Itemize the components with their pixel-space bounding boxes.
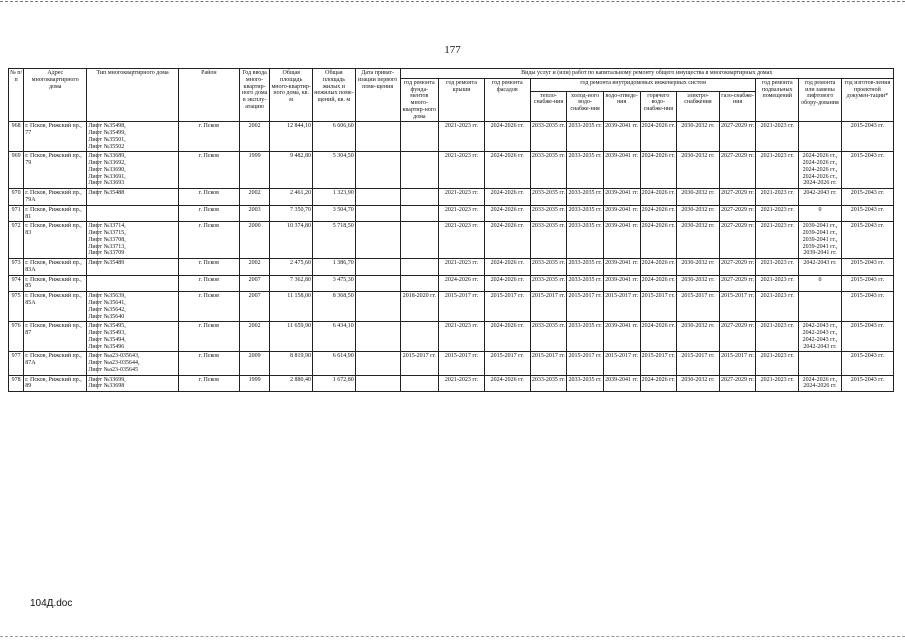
cell-facade: 2015-2017 гг. [484,352,530,375]
cell-total-area: 2 880,40 [270,375,313,392]
cell-electric: 2030-2032 гг. [677,322,720,352]
header-facade: год ремонта фасадов [484,78,530,122]
cell-num: 969 [9,152,24,189]
cell-num: 971 [9,205,24,222]
lift-id: Лифт №35495, [88,323,126,330]
cell-gas: 2015-2017 гг. [719,352,756,375]
cell-facade: 2024-2026 гг. [484,222,530,259]
cell-year-built: 2007 [239,292,270,322]
cell-facade: 2024-2026 гг. [484,189,530,206]
cell-foundation [400,375,439,392]
cell-roof: 2015-2017 гг. [439,292,485,322]
cell-basement: 2021-2023 гг. [756,292,799,322]
header-res-area: Общая площадь жилых и нежилых поме-щений, кв. м [313,69,356,122]
cell-roof: 2021-2023 гг. [439,222,485,259]
cell-cold-water: 2033-2035 гг. [567,259,604,276]
cell-sewer: 2039-2041 гг. [603,375,640,392]
cell-hot-water: 2024-2026 гг. [640,222,677,259]
cell-heat: 2015-2017 гг. [530,352,567,375]
cell-district: г. Псков [178,375,239,392]
cell-sewer: 2039-2041 гг. [603,275,640,292]
cell-num: 970 [9,189,24,206]
cell-hot-water: 2015-2017 гг. [640,352,677,375]
header-cold-water: холод-ного водо-снабже-ния [567,91,604,122]
cell-priv-date [355,189,400,206]
cell-docs: 2015-2043 гг. [841,205,893,222]
cell-heat: 2033-2035 гг. [530,152,567,189]
cell-basement: 2021-2023 гг. [756,189,799,206]
header-foundation: год ремонта фунда-ментов много-квартир-ного дома [400,78,439,122]
cell-foundation [400,322,439,352]
cell-electric: 2030-2032 гг. [677,189,720,206]
cell-facade: 2024-2026 гг. [484,205,530,222]
cell-num: 978 [9,375,24,392]
cell-gas: 2027-2029 гг. [719,322,756,352]
cell-roof: 2024-2026 гг. [439,275,485,292]
cell-priv-date [355,322,400,352]
cell-district: г. Псков [178,222,239,259]
cell-electric: 2030-2032 гг. [677,152,720,189]
table-row [9,205,894,222]
table-row [9,259,894,276]
cell-foundation [400,205,439,222]
cell-priv-date [355,259,400,276]
header-works-group: Виды услуг и (или) работ по капитальному ремонту общего имущества в многоквартирных домах [400,69,894,79]
cell-docs: 2015-2043 гг. [841,292,893,322]
cell-priv-date [355,352,400,375]
header-district: Район [178,69,239,122]
cell-gas: 2015-2017 гг. [719,292,756,322]
cell-num: 968 [9,122,24,152]
lift-id: Лифт №а23-035644, [88,360,140,367]
cell-facade: 2015-2017 гг. [484,292,530,322]
table-row [9,122,894,152]
cell-gas: 2027-2029 гг. [719,259,756,276]
cell-total-area: 11 659,90 [270,322,313,352]
cell-foundation: 2018-2020 гг. [400,292,439,322]
cell-facade: 2024-2026 гг. [484,122,530,152]
cell-foundation [400,122,439,152]
cell-lift: 2042-2043 гг. [799,189,842,206]
cell-res-area: 3 475,30 [313,275,356,292]
header-gas: газо-снабже-ния [719,91,756,122]
table-row [9,352,894,375]
cell-basement: 2021-2023 гг. [756,375,799,392]
cell-basement: 2021-2023 гг. [756,222,799,259]
bottom-dashed-edge [0,636,905,637]
cell-cold-water: 2033-2035 гг. [567,122,604,152]
cell-docs: 2015-2043 гг. [841,189,893,206]
lift-id: Лифт №35640 [88,313,125,320]
cell-res-area: 3 504,70 [313,205,356,222]
cell-lift [799,292,842,322]
cell-basement: 2021-2023 гг. [756,352,799,375]
cell-priv-date [355,375,400,392]
cell-roof: 2021-2023 гг. [439,122,485,152]
cell-total-area: 2 475,60 [270,259,313,276]
cell-electric: 2015-2017 гг. [677,352,720,375]
cell-heat: 2033-2035 гг. [530,222,567,259]
cell-year-built: 2002 [239,189,270,206]
cell-lift: 2039-2041 гг., 2039-2041 гг., 2039-2041 гг., 2039-2041 гг., 2039-2041 гг. [799,222,842,259]
cell-year-built: 2009 [239,352,270,375]
cell-lift [799,352,842,375]
cell-house-type [87,205,179,222]
cell-facade: 2024-2026 гг. [484,322,530,352]
cell-cold-water: 2015-2017 гг. [567,292,604,322]
cell-total-area: 7 362,80 [270,275,313,292]
cell-district: г. Псков [178,122,239,152]
cell-basement: 2021-2023 гг. [756,122,799,152]
cell-res-area: 6 614,90 [313,352,356,375]
cell-lift: 2024-2026 гг., 2024-2026 гг. [799,375,842,392]
repair-schedule-table [8,68,894,392]
cell-res-area: 5 304,50 [313,152,356,189]
lift-id: Лифт №33715, [88,230,126,237]
cell-priv-date [355,122,400,152]
lift-id: Лифт №35494, [88,336,126,343]
cell-docs: 2015-2043 гг. [841,375,893,392]
cell-num: 973 [9,259,24,276]
cell-lift [799,122,842,152]
cell-house-type [87,375,179,392]
cell-foundation [400,275,439,292]
table-row [9,189,894,206]
cell-gas: 2027-2029 гг. [719,189,756,206]
lift-id: Лифт №33713, [88,243,126,250]
lift-id: Лифт №35502 [88,143,125,150]
cell-house-type [87,259,179,276]
cell-roof: 2021-2023 гг. [439,259,485,276]
cell-hot-water: 2024-2026 гг. [640,205,677,222]
cell-priv-date [355,275,400,292]
header-basement: год ремонта подвальных помещений [756,78,799,122]
cell-cold-water: 2033-2035 гг. [567,322,604,352]
cell-address: г. Псков, Рижский пр., 85 [24,275,87,292]
cell-basement: 2021-2023 гг. [756,322,799,352]
cell-address: г. Псков, Рижский пр., 79 [24,152,87,189]
lift-id: Лифт №33692, [88,160,126,167]
lift-id: Лифт №35642, [88,306,126,313]
cell-hot-water: 2024-2026 гг. [640,122,677,152]
cell-roof: 2021-2023 гг. [439,189,485,206]
lift-id: Лифт №33693 [88,180,125,187]
cell-docs: 2015-2043 гг. [841,275,893,292]
cell-house-type [87,352,179,375]
cell-year-built: 2007 [239,275,270,292]
lift-id: Лифт №а23-035645 [88,366,138,373]
cell-year-built: 2002 [239,122,270,152]
cell-heat: 2033-2035 гг. [530,205,567,222]
cell-priv-date [355,152,400,189]
cell-district: г. Псков [178,152,239,189]
cell-district: г. Псков [178,275,239,292]
cell-total-area: 9 482,80 [270,152,313,189]
lift-id: Лифт №35493, [88,330,126,337]
cell-address: г. Псков, Рижский пр., 81 [24,205,87,222]
cell-res-area: 6 606,60 [313,122,356,152]
header-heat: тепло-снабже-ния [530,91,567,122]
cell-roof: 2021-2023 гг. [439,375,485,392]
cell-sewer: 2039-2041 гг. [603,152,640,189]
cell-electric: 2030-2032 гг. [677,205,720,222]
cell-district: г. Псков [178,259,239,276]
header-systems-group: год ремонта внутридомовых инженерных систем [530,78,756,91]
cell-foundation [400,222,439,259]
cell-gas: 2027-2029 гг. [719,222,756,259]
cell-hot-water: 2024-2026 гг. [640,259,677,276]
cell-basement: 2021-2023 гг. [756,152,799,189]
cell-facade: 2024-2026 гг. [484,152,530,189]
cell-house-type [87,292,179,322]
cell-heat: 2033-2035 гг. [530,322,567,352]
cell-basement: 2021-2023 гг. [756,275,799,292]
cell-address: г. Псков, Рижский пр., 77 [24,122,87,152]
lift-id: Лифт №33689, [88,153,126,160]
header-house-type: Тип многоквартирного дома [87,69,179,122]
cell-res-area: 1 323,90 [313,189,356,206]
cell-facade: 2024-2026 гг. [484,259,530,276]
cell-cold-water: 2033-2035 гг. [567,205,604,222]
cell-cold-water: 2033-2035 гг. [567,222,604,259]
cell-address: г. Псков, Рижский пр., 79А [24,189,87,206]
cell-lift: 2024-2026 гг., 2024-2026 гг., 2024-2026 гг., 2024-2026 гг., 2024-2026 гг. [799,152,842,189]
cell-hot-water: 2024-2026 гг. [640,189,677,206]
cell-roof: 2021-2023 гг. [439,322,485,352]
cell-year-built: 2003 [239,205,270,222]
cell-total-area: 2 461,20 [270,189,313,206]
cell-house-type [87,275,179,292]
cell-sewer: 2039-2041 гг. [603,189,640,206]
cell-priv-date [355,292,400,322]
cell-house-type [87,322,179,352]
cell-docs: 2015-2043 гг. [841,152,893,189]
cell-num: 972 [9,222,24,259]
header-num: № п/п [9,69,24,122]
cell-sewer: 2039-2041 гг. [603,222,640,259]
cell-gas: 2027-2029 гг. [719,122,756,152]
cell-house-type [87,222,179,259]
header-hot-water: горячего водо-снабже-ния [640,91,677,122]
cell-basement: 2021-2023 гг. [756,259,799,276]
lift-id: Лифт №35499, [88,130,126,137]
cell-facade: 2024-2026 гг. [484,375,530,392]
table-row [9,222,894,259]
cell-priv-date [355,205,400,222]
cell-year-built: 2000 [239,222,270,259]
lift-id: Лифт №35498, [88,123,126,130]
header-priv-date: Дата приват-изации первого поме-щения [355,69,400,122]
cell-roof: 2021-2023 гг. [439,152,485,189]
cell-district: г. Псков [178,322,239,352]
cell-basement: 2021-2023 гг. [756,205,799,222]
cell-hot-water: 2015-2017 гг. [640,292,677,322]
table-row [9,292,894,322]
cell-district: г. Псков [178,292,239,322]
cell-electric: 2030-2032 гг. [677,222,720,259]
cell-house-type [87,152,179,189]
cell-electric: 2030-2032 гг. [677,275,720,292]
header-docs: год изготов-ления проектной докумен-тации* [841,78,893,122]
top-dashed-edge [0,1,905,2]
cell-year-built: 2002 [239,259,270,276]
cell-res-area: 8 368,50 [313,292,356,322]
lift-id: Лифт №а23-035643, [88,353,140,360]
lift-id: Лифт №33708, [88,236,126,243]
cell-electric: 2015-2017 гг. [677,292,720,322]
cell-total-area: 12 844,10 [270,122,313,152]
lift-id: Лифт №33690, [88,166,126,173]
cell-heat: 2033-2035 гг. [530,189,567,206]
header-total-area: Общая площадь много-квартир-ного дома, кв. м [270,69,313,122]
cell-address: г. Псков, Рижский пр., 89 [24,375,87,392]
cell-address: г. Псков, Рижский пр., 83 [24,222,87,259]
cell-heat: 2033-2035 гг. [530,275,567,292]
cell-docs: 2015-2043 гг. [841,352,893,375]
cell-hot-water: 2024-2026 гг. [640,322,677,352]
cell-lift: 0 [799,275,842,292]
cell-docs: 2015-2043 гг. [841,122,893,152]
cell-heat: 2033-2035 гг. [530,375,567,392]
lift-id: Лифт №35488 [88,190,125,197]
cell-sewer: 2039-2041 гг. [603,205,640,222]
cell-electric: 2030-2032 гг. [677,375,720,392]
lift-id: Лифт №33699, [88,376,126,383]
cell-sewer: 2039-2041 гг. [603,259,640,276]
cell-sewer: 2039-2041 гг. [603,122,640,152]
cell-address: г. Псков, Рижский пр., 87А [24,352,87,375]
cell-district: г. Псков [178,352,239,375]
header-row-1 [9,69,894,79]
cell-foundation [400,259,439,276]
cell-num: 974 [9,275,24,292]
lift-id: Лифт №33714, [88,223,126,230]
cell-docs: 2015-2043 гг. [841,222,893,259]
cell-total-area: 7 350,70 [270,205,313,222]
cell-total-area: 10 374,80 [270,222,313,259]
cell-sewer: 2015-2017 гг. [603,292,640,322]
cell-house-type [87,189,179,206]
cell-electric: 2030-2032 гг. [677,122,720,152]
cell-foundation: 2015-2017 гг. [400,352,439,375]
table-row [9,275,894,292]
lift-id: Лифт №33691, [88,173,126,180]
cell-total-area: 8 819,90 [270,352,313,375]
cell-gas: 2027-2029 гг. [719,205,756,222]
cell-lift: 2042-2043 гг., 2042-2043 гг., 2042-2043 гг., 2042-2043 гг. [799,322,842,352]
lift-id: Лифт №35496 [88,343,125,350]
cell-heat: 2033-2035 гг. [530,122,567,152]
cell-cold-water: 2033-2035 гг. [567,152,604,189]
cell-hot-water: 2024-2026 гг. [640,275,677,292]
cell-gas: 2027-2029 гг. [719,152,756,189]
cell-address: г. Псков, Рижский пр., 85А [24,292,87,322]
cell-electric: 2030-2032 гг. [677,259,720,276]
header-year-built: Год ввода много-квартир-ного дома в эксплу-атацию [239,69,270,122]
cell-sewer: 2015-2017 гг. [603,352,640,375]
cell-priv-date [355,222,400,259]
lift-id: Лифт №35489 [88,260,125,267]
cell-facade: 2024-2026 гг. [484,275,530,292]
cell-district: г. Псков [178,189,239,206]
table-row [9,152,894,189]
lift-id: Лифт №33709 [88,250,125,257]
cell-hot-water: 2024-2026 гг. [640,152,677,189]
cell-res-area: 1 386,70 [313,259,356,276]
doc-filename: 104Д.doc [30,598,73,609]
cell-gas: 2027-2029 гг. [719,275,756,292]
cell-num: 977 [9,352,24,375]
cell-res-area: 5 718,50 [313,222,356,259]
cell-roof: 2015-2017 гг. [439,352,485,375]
cell-heat: 2033-2035 гг. [530,259,567,276]
cell-lift: 2042-2043 гг. [799,259,842,276]
cell-heat: 2015-2017 гг. [530,292,567,322]
cell-lift: 0 [799,205,842,222]
lift-id: Лифт №35641, [88,299,126,306]
cell-num: 976 [9,322,24,352]
cell-res-area: 6 434,10 [313,322,356,352]
header-lift: год ремонта или замены лифтового обору-дования [799,78,842,122]
lift-id: Лифт №35639, [88,293,126,300]
table-row [9,322,894,352]
cell-cold-water: 2033-2035 гг. [567,275,604,292]
cell-year-built: 1999 [239,375,270,392]
cell-cold-water: 2015-2017 гг. [567,352,604,375]
cell-cold-water: 2033-2035 гг. [567,375,604,392]
cell-docs: 2015-2043 гг. [841,322,893,352]
cell-docs: 2015-2043 гг. [841,259,893,276]
cell-num: 975 [9,292,24,322]
cell-district: г. Псков [178,205,239,222]
cell-gas: 2027-2029 гг. [719,375,756,392]
cell-hot-water: 2024-2026 гг. [640,375,677,392]
lift-id: Лифт №33698 [88,383,125,390]
cell-house-type [87,122,179,152]
cell-address: г. Псков, Рижский пр., 87 [24,322,87,352]
table-row [9,375,894,392]
cell-address: г. Псков, Рижский пр., 83А [24,259,87,276]
header-address: Адрес многоквартирного дома [24,69,87,122]
cell-year-built: 1999 [239,152,270,189]
cell-year-built: 2002 [239,322,270,352]
cell-sewer: 2039-2041 гг. [603,322,640,352]
cell-foundation [400,152,439,189]
page-number: 177 [444,44,461,56]
header-electric: электро-снабжения [677,91,720,122]
cell-roof: 2021-2023 гг. [439,205,485,222]
cell-cold-water: 2033-2035 гг. [567,189,604,206]
header-sewer: водо-отведе-ния [603,91,640,122]
cell-total-area: 11 158,00 [270,292,313,322]
header-roof: год ремонта крыши [439,78,485,122]
cell-res-area: 1 672,80 [313,375,356,392]
lift-id: Лифт №35501, [88,136,126,143]
cell-foundation [400,189,439,206]
